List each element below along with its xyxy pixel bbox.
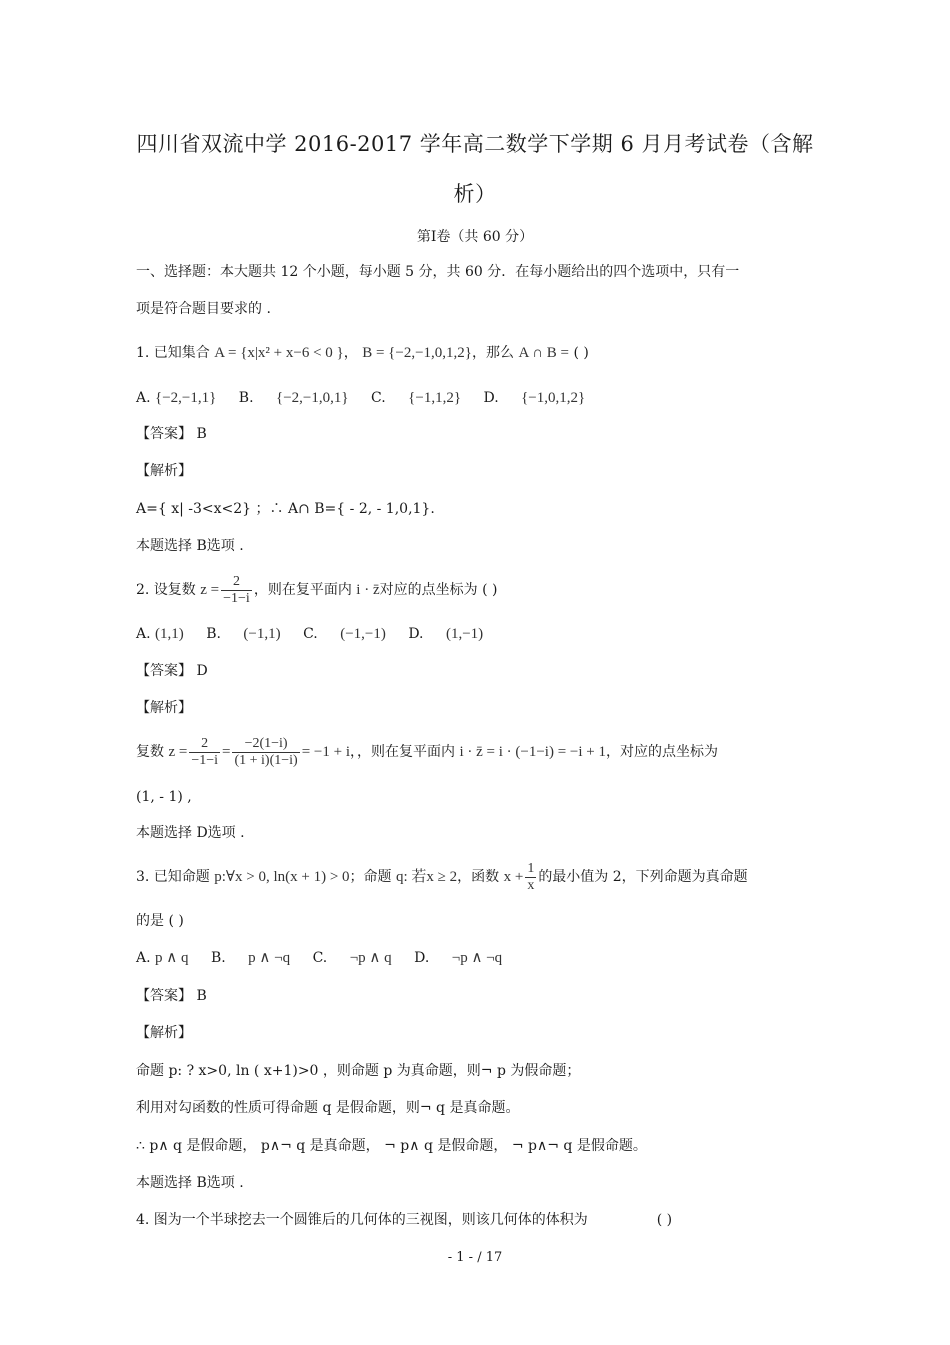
q3-stem-c: ，函数 (457, 869, 500, 885)
q2-analysis-result: = −1 + i (301, 744, 350, 760)
q1-answer (136, 424, 830, 444)
q2-stem-a: 2. 设复数 (136, 582, 196, 598)
q3-opt-c-label: C. (312, 950, 328, 966)
q2-paren: ( ) (482, 582, 498, 598)
q1-choose: 本题选择 B选项 . (136, 538, 244, 554)
q2-stem-c: 对应的点坐标为 (379, 582, 478, 598)
q2-opt-c: (−1,−1) (340, 626, 386, 642)
q3-answer (136, 986, 830, 1006)
q3-stem (136, 857, 830, 897)
q3-options (136, 948, 830, 968)
q3-stem-a: 3. 已知命题 (136, 869, 210, 885)
q1-stem-a: 1. 已知集合 (136, 345, 210, 361)
q2-analysis-tail: ，对应的点坐标为 (606, 744, 719, 760)
doc-title-line-2: 析） (453, 182, 497, 206)
q3-prop-p: p:∀x > 0, ln(x + 1) > 0 (214, 869, 350, 885)
q3-opt-d-label: D. (414, 950, 430, 966)
q1-analysis-label: 【解析】 (136, 463, 192, 479)
q2-analysis-frac-2-den: (1 + i)(1−i) (234, 752, 298, 768)
q3-func-frac-num: 1 (527, 860, 535, 876)
q3-opt-b: p ∧ ¬q (248, 950, 291, 966)
q3-opt-a-label: A. (136, 950, 151, 966)
q1-opt-c: {−1,1,2} (408, 390, 462, 406)
q2-answer-value: D (196, 663, 208, 679)
q3-func-frac (525, 861, 536, 894)
q1-answer-label: 【答案】 (136, 426, 192, 442)
q3-opt-d: ¬p ∧ ¬q (451, 950, 503, 966)
q2-choose: 本题选择 D选项 . (136, 825, 245, 841)
q3-prop-q: q: 若x ≥ 2 (395, 869, 458, 885)
q2-answer (136, 661, 830, 681)
q1-analysis: A={ x| -3<x<2} ；∴ A∩ B={ - 2, - 1,0,1}. (136, 501, 435, 517)
q2-frac-den: −1−i (223, 590, 250, 606)
q4-stem-text: 4. 图为一个半球挖去一个圆锥后的几何体的三视图，则该几何体的体积为 (136, 1212, 588, 1228)
q1-opt-b-label: B. (238, 390, 254, 406)
q1-options (136, 388, 830, 408)
q2-analysis-expr: i · z̄ = i · (−1−i) = −i + 1 (459, 744, 607, 760)
section-subtitle: 第Ⅰ卷（共 60 分） (416, 229, 534, 245)
q2-opt-d-label: D. (408, 626, 424, 642)
q2-options (136, 624, 830, 644)
q2-opt-b: (−1,1) (243, 626, 281, 642)
q3-stem-b: ；命题 (349, 869, 392, 885)
q4-stem (136, 1210, 830, 1230)
q1-opt-d: {−1,0,1,2} (521, 390, 586, 406)
q3-stem-d: 的最小值为 2，下列命题为真命题 (538, 869, 748, 885)
q3-answer-value: B (196, 988, 207, 1004)
q1-opt-c-label: C. (371, 390, 386, 406)
q2-fraction (221, 574, 252, 607)
q4-paren: ( ) (656, 1212, 673, 1228)
q3-opt-a: p ∧ q (155, 950, 189, 966)
q2-opt-b-label: B. (206, 626, 221, 642)
q2-analysis-frac-2-num: −2(1−i) (232, 736, 299, 753)
q2-opt-c-label: C. (303, 626, 318, 642)
q2-analysis-frac-1-den: −1−i (191, 752, 219, 768)
q2-analysis-frac-1-num: 2 (189, 736, 220, 753)
q3-opt-c: ¬p ∧ q (349, 950, 392, 966)
q1-opt-d-label: D. (483, 390, 499, 406)
q2-analysis-label: 【解析】 (136, 700, 192, 716)
q1-opt-b: {−2,−1,0,1} (276, 390, 349, 406)
q2-opt-d: (1,−1) (445, 626, 484, 642)
q2-stem (136, 570, 830, 610)
q2-analysis-lead: 复数 (136, 744, 164, 760)
q2-analysis-frac-2 (232, 736, 299, 769)
q2-z: z = (200, 582, 220, 598)
q3-analysis-label: 【解析】 (136, 1025, 192, 1041)
q2-opt-a: (1,1) (155, 626, 184, 642)
q2-stem-b: ，则在复平面内 (253, 582, 352, 598)
q2-analysis-eq: = (222, 744, 231, 760)
q3-analysis-1: 命题 p: ? x>0, ln ( x+1)>0 ，则命题 p 为真命题，则¬ p 为假命题； (136, 1063, 581, 1079)
section-intro-2: 项是符合题目要求的 . (136, 301, 271, 317)
q1-stem-b: ，那么 (472, 345, 515, 361)
section-intro-1: 一、选择题：本大题共 12 个小题，每小题 5 分，共 60 分．在每小题给出的四个选项中，只有一 (136, 264, 740, 280)
q3-opt-b-label: B. (210, 950, 226, 966)
q2-analysis-mid: ，，则在复平面内 (350, 744, 455, 760)
q1-opt-a-label: A. (136, 390, 151, 406)
q1-stem: 1. 已知集合 A = {x|x² + x−6 < 0 }， B = {−2,−1,0,1,2}，那么 A ∩ B = ( ) (136, 345, 589, 361)
q1-answer-value: B (196, 426, 207, 442)
q3-stem-line-2: 的是 ( ) (136, 913, 184, 929)
q1-expr: A ∩ B = (518, 345, 570, 361)
q2-expr: i · z̄ (356, 582, 380, 598)
q2-opt-a-label: A. (136, 626, 151, 642)
q3-func: x + (503, 869, 524, 885)
page-number: - 1 - / 17 (447, 1250, 503, 1265)
q2-analysis-point: (1, - 1) , (136, 789, 192, 805)
q3-analysis-2: 利用对勾函数的性质可得命题 q 是假命题，则¬ q 是真命题。 (136, 1100, 520, 1116)
q2-analysis (136, 732, 830, 772)
q3-analysis-3: ∴ p∧ q 是假命题， p∧¬ q 是真命题， ¬ p∧ q 是假命题， ¬ p∧¬ q 是假命题。 (136, 1138, 647, 1154)
q3-choose: 本题选择 B选项 . (136, 1175, 244, 1191)
q2-answer-label: 【答案】 (136, 663, 192, 679)
q2-analysis-frac-1 (189, 736, 220, 769)
q1-set-b: B = {−2,−1,0,1,2} (362, 345, 473, 361)
doc-title-line-1: 四川省双流中学 2016-2017 学年高二数学下学期 6 月月考试卷（含解 (136, 132, 814, 156)
q2-frac-num: 2 (221, 574, 252, 591)
q3-answer-label: 【答案】 (136, 988, 192, 1004)
q1-set-a: A = {x|x² + x−6 < 0 } (214, 345, 344, 361)
q1-opt-a: {−2,−1,1} (155, 390, 217, 406)
q3-func-frac-den: x (527, 877, 535, 893)
q1-paren: ( ) (573, 345, 589, 361)
q2-analysis-z: z = (168, 744, 188, 760)
